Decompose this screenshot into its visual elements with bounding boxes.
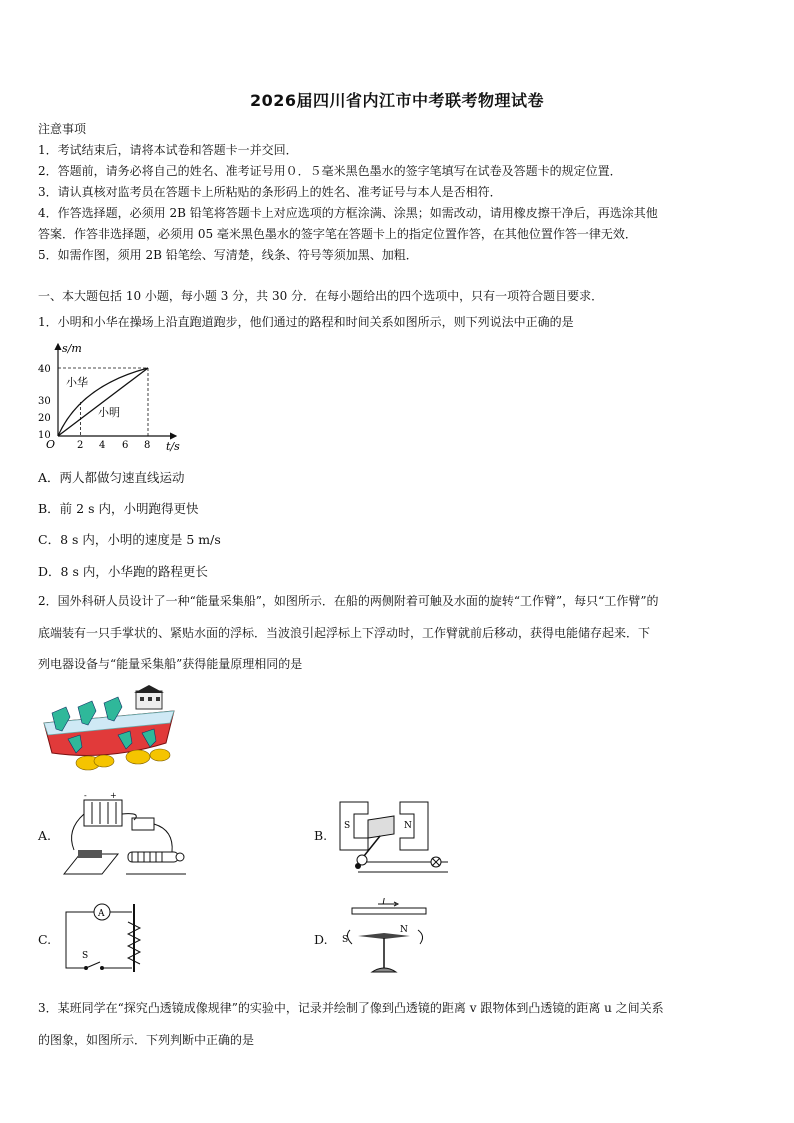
notice-item: 2．答题前，请务必将自己的姓名、准考证号用０．５毫米黑色墨水的签字笔填写在试卷及答题卡的规定位置． (38, 164, 622, 178)
q1-stem: 1．小明和小华在操场上沿直跑道跑步，他们通过的路程和时间关系如图所示，则下列说法中正确的是 (38, 315, 574, 329)
q3-stem-line: 3．某班同学在“探究凸透镜成像规律”的实验中，记录并绘制了像到凸透镜的距离 v 跟物体到凸透镜的距离 u 之间关系 (38, 1001, 664, 1015)
magnet-n-label: N (404, 821, 412, 831)
switch-label: S (82, 951, 89, 961)
q1-option-a[interactable]: A．两人都做匀速直线运动 (38, 470, 185, 485)
battery-minus: - (84, 791, 87, 800)
page-title: 2026届四川省内江市中考联考物理试卷 (249, 91, 545, 110)
q2-option-c-label[interactable]: C. (38, 932, 52, 947)
q2-option-d-figure[interactable] (338, 898, 438, 984)
origin-label: O (46, 438, 56, 451)
notice-item: 5．如需作图，须用 2B 铅笔绘、写清楚，线条、符号等须加黑、加粗． (38, 248, 418, 262)
q2-option-c-figure[interactable] (62, 900, 152, 976)
q2-option-b-figure[interactable] (336, 798, 456, 880)
x-tick: 8 (144, 440, 151, 451)
q2-option-a-figure[interactable] (62, 790, 192, 882)
xiaoming-label: 小明 (98, 406, 120, 419)
energy-ship-image (38, 683, 178, 775)
magnet-s-label: S (344, 821, 351, 831)
current-label: I (382, 898, 386, 907)
notice-item: 3．请认真核对监考员在答题卡上所粘贴的条形码上的姓名、准考证号与本人是否相符． (38, 185, 502, 199)
y-tick: 10 (38, 430, 51, 441)
notice-item: 1．考试结束后，请将本试卷和答题卡一并交回． (38, 143, 298, 157)
q2-stem-line: 2．国外科研人员设计了一种“能量采集船”，如图所示．在船的两侧附着可触及水面的旋转“工作臂”，每只“工作臂”的 (38, 594, 659, 608)
q1-option-d[interactable]: D．8 s 内，小华跑的路程更长 (38, 564, 208, 579)
q1-option-c[interactable]: C．8 s 内，小明的速度是 5 m/s (38, 532, 221, 547)
q1-option-b[interactable]: B．前 2 s 内，小明跑得更快 (38, 501, 199, 516)
q3-stem-line: 的图象，如图所示．下列判断中正确的是 (38, 1033, 255, 1047)
notice-heading: 注意事项 (38, 122, 87, 136)
xiaohua-label: 小华 (66, 376, 88, 389)
x-tick: 4 (99, 440, 106, 451)
section-heading: 一、本大题包括 10 小题，每小题 3 分，共 30 分．在每小题给出的四个选项中，只有一项符合题目要求． (38, 289, 604, 303)
q1-st-graph (36, 338, 206, 458)
q2-stem-line: 底端装有一只手掌状的、紧贴水面的浮标．当波浪引起浮标上下浮动时，工作臂就前后移动，获得电能储存起来．下 (38, 626, 651, 640)
needle-n-label: N (400, 925, 408, 935)
q2-option-b-label[interactable]: B. (314, 828, 328, 843)
y-axis-label: s/m (62, 342, 82, 355)
x-tick: 2 (77, 440, 84, 451)
x-axis-label: t/s (166, 440, 180, 453)
notice-item: 答案．作答非选择题，必须用 05 毫米黑色墨水的签字笔在答题卡上的指定位置作答，在其他位置作答一律无效． (38, 227, 637, 241)
q2-option-a-label[interactable]: A. (38, 828, 52, 843)
ammeter-label: A (98, 909, 105, 919)
y-tick: 40 (38, 364, 51, 375)
battery-plus: + (110, 791, 117, 800)
notice-item: 4．作答选择题，必须用 2B 铅笔将答题卡上对应选项的方框涂满、涂黑；如需改动，请用橡皮擦干净后，再选涂其他 (38, 206, 658, 220)
y-tick: 30 (38, 396, 51, 407)
q2-option-d-label[interactable]: D. (314, 932, 328, 947)
x-tick: 6 (122, 440, 129, 451)
needle-s-label: S (342, 935, 349, 945)
y-tick: 20 (38, 413, 51, 424)
q2-stem-line: 列电器设备与“能量采集船”获得能量原理相同的是 (38, 657, 303, 671)
